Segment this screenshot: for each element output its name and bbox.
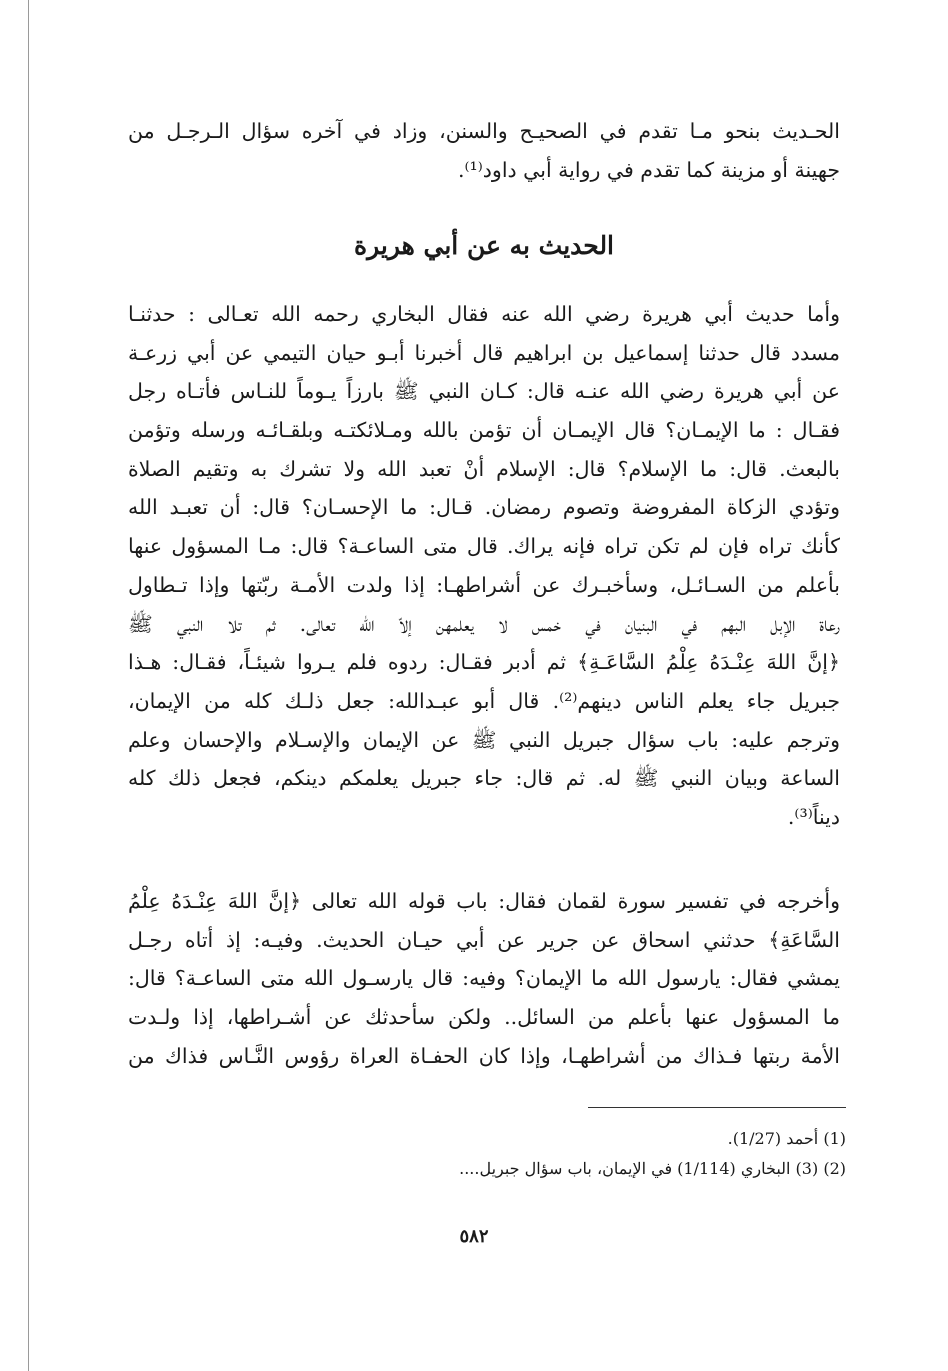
- paragraph-line: وتؤدي الزكاة المفروضة وتصوم رمضان. قـال: ما الإحسـان؟ قال: أن تعبـد الله: [128, 495, 840, 520]
- second-paragraph: [128, 882, 840, 1075]
- paragraph-line: الأمة ربتها فـذاك من أشراطهـا، وإذا كان الحفـاة العراة رؤوس النَّـاس فذاك من: [128, 1043, 840, 1068]
- paragraph-line: بأعلم من السـائـل، وسأخبـرك عن أشراطهـا: إذا ولدت الأمـة ربّتها وإذا تـطاول: [128, 572, 840, 597]
- paragraph-line: ﴿إنَّ اللهَ عِنْـدَهُ عِلْمُ السَّاعَـةِ﴾ ثم أدبر فقـال: ردوه فلم يـروا شيئـاً، فقـال: هـذا: [128, 650, 840, 675]
- paragraph-line: الساعة وبيان النبي ﷺ له. ثم قال: جاء جبريل يعلمكم دينكم، فجعل ذلك كله: [128, 766, 840, 791]
- footnotes: [360, 1124, 846, 1184]
- paragraph-line: وأخرجه في تفسير سورة لقمان فقال: باب قوله الله تعالى ﴿إنَّ اللهَ عِنْـدَهُ عِلْمُ: [128, 889, 840, 913]
- intro-line: الحـديث بنحو مـا تقدم في الصحيـح والسنن، وزاد في آخره سؤال الـرجـل من: [128, 119, 840, 143]
- paragraph-line: رعاة الإبل البهم في البنيان في خمس لا يعلمهن إلاّ الله تعالى. ثم تلا النبي ﷺ: [128, 611, 840, 636]
- main-paragraph: [128, 295, 840, 837]
- paragraph-line: كأنك تراه فإن لم تكن تراه فإنه يراك. قال متى الساعـة؟ قال: مـا المسؤول عنها: [128, 534, 840, 559]
- paragraph-line: وأما حديث أبي هريرة رضي الله عنه فقال البخاري رحمه الله تعـالى : حدثنـا: [128, 302, 840, 326]
- paragraph-line: السَّاعَةِ﴾ حدثني اسحاق عن جرير عن أبي حيـان الحديث. وفيـه: إذ أتاه رجـل: [128, 927, 840, 952]
- paragraph-line: بالبعث. قال: ما الإسلام؟ قال: الإسلام أنْ تعبد الله ولا تشرك به وتقيم الصلاة: [128, 456, 840, 481]
- paragraph-line: ديناً⁽³⁾.: [787, 804, 840, 829]
- intro-line: جهينة أو مزينة كما تقدم في رواية أبي داود⁽¹⁾.: [457, 157, 840, 182]
- section-heading: الحديث به عن أبي هريرة: [353, 231, 615, 260]
- paragraph-line: مسدد قال حدثنا إسماعيل بن ابراهيم قال أخبرنا أبـو حيان التيمي عن أبي زرعـة: [128, 340, 840, 365]
- footnote: (2) (3) البخاري (1/114) في الإيمان، باب سؤال جبريل....: [459, 1159, 846, 1178]
- paragraph-line: فقـال : ما الإيمـان؟ قال الإيمـان أن تؤمن بالله ومـلائكتـه وبلقـائـه ورسله وتؤمن: [128, 418, 840, 443]
- paragraph-line: يمشي فقال: يارسول الله ما الإيمان؟ وفيه: قال يارسـول الله متى الساعـة؟ قال:: [128, 966, 840, 991]
- page-number: ٥٨٢: [459, 1226, 489, 1247]
- paragraph-line: جبريل جاء يعلم الناس دينهم⁽²⁾. قال أبو عبـدالله: جعل ذلـك كله من الإيمان،: [128, 688, 840, 713]
- paragraph-line: عن أبي هريرة رضي الله عنـه قال: كـان النبي ﷺ بارزاً يـوماً للنـاس فأتـاه رجل: [128, 379, 840, 404]
- scan-edge-line: [28, 0, 29, 1371]
- paragraph-line: وترجم عليه: باب سؤال جبريل النبي ﷺ عن الإيمان والإسـلام والإحسان وعلم: [128, 727, 840, 752]
- intro-paragraph: [128, 112, 840, 189]
- footnote: (1) أحمد (1/27).: [727, 1129, 846, 1148]
- paragraph-line: ما المسؤول عنها بأعلم من السائل.. ولكن سأحدثك عن أشـراطها، إذا ولـدت: [128, 1005, 840, 1030]
- footnote-separator: [588, 1107, 846, 1108]
